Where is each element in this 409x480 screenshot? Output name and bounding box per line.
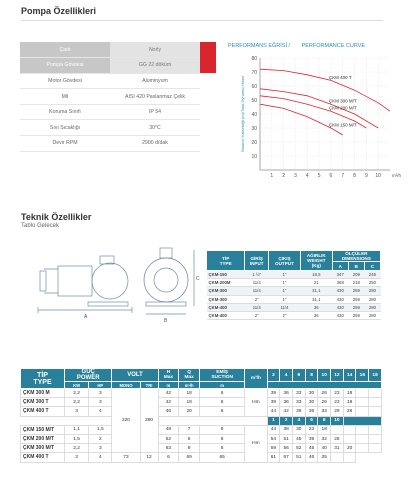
perf-suction: 6 (200, 425, 245, 434)
perf-head-value: 18 (343, 398, 356, 407)
perf-head-value: 45 (305, 444, 318, 453)
perf-col-q: Q Max (179, 369, 200, 382)
spec-value: Norly (110, 42, 200, 58)
dim-cell: 430 (332, 295, 348, 303)
perf-head-value: 20 (343, 444, 356, 453)
flow-band-cell: 2 (280, 416, 293, 425)
series-label: ÇKM 400 T (328, 74, 352, 80)
perf-head-value (356, 444, 369, 453)
perf-head-value: 57 (280, 453, 293, 462)
spec-row (20, 73, 200, 89)
perf-head-value (356, 389, 369, 398)
dim-cell: 2" (269, 311, 301, 319)
perf-unit: Hm (245, 425, 267, 462)
dim-cell: ÇKM-150 (207, 271, 245, 279)
section-subtitle: Tablo Gelecek (21, 223, 60, 229)
perf-head-value: 23 (331, 398, 344, 407)
section-title-pump-features: Pompa Özellikleri (21, 6, 97, 16)
perf-q: 20 (179, 407, 200, 416)
perf-row (21, 453, 382, 462)
dim-row (207, 303, 381, 311)
perf-model: ÇKM 300 T (21, 398, 65, 407)
perf-col-tri: TRI (140, 382, 158, 389)
flow-band-cell: 8 (318, 416, 331, 425)
dim-cell: 21 (300, 279, 332, 287)
perf-row (21, 444, 382, 453)
dim-cell: 430 (332, 311, 348, 319)
perf-flow-header: 6 (292, 369, 305, 382)
y-tick-label: 80 (251, 55, 257, 62)
perf-head-value: 23 (305, 425, 318, 434)
dim-cell: 1" (269, 287, 301, 295)
spec-value: Aluminyum (110, 73, 200, 89)
perf-head-value: 51 (292, 453, 305, 462)
y-tick-label: 50 (251, 97, 257, 104)
dimension-table (206, 250, 381, 320)
flow-band-fill (343, 416, 381, 425)
dim-cell: 259 (348, 287, 364, 295)
dim-cell: 1 ½" (245, 271, 269, 279)
perf-head-value: 42 (280, 407, 293, 416)
perf-head-value (369, 389, 382, 398)
pump-drawing (30, 244, 200, 326)
perf-head-value: 44 (267, 407, 280, 416)
perf-head-value: 69 (179, 453, 200, 462)
spec-key: Devir RPM (20, 136, 110, 152)
perf-head-value: 52 (292, 444, 305, 453)
dim-cell: 209 (348, 271, 364, 279)
perf-head-value: 30 (305, 398, 318, 407)
perf-kw: 1,5 (65, 434, 89, 443)
dim-cell: 347 (332, 271, 348, 279)
perf-h: 52 (158, 434, 179, 443)
y-tick-label: 20 (251, 139, 257, 146)
perf-col-suction: EMİŞ SUCTION (200, 369, 245, 382)
dim-row (207, 311, 381, 319)
y-tick-label: 40 (251, 111, 257, 118)
perf-flow-header: 2 (267, 369, 280, 382)
perf-h: 73 (112, 453, 140, 462)
flow-band-cell: 4 (292, 416, 305, 425)
perf-row (21, 434, 382, 443)
dim-cell: 430 (332, 303, 348, 311)
flow-band-cell: 1 (267, 416, 280, 425)
perf-head-value (369, 407, 382, 416)
perf-q: 7 (179, 425, 200, 434)
spec-value: AISI 420 Paslanmaz Çelik (110, 89, 200, 105)
perf-head-value: 46 (305, 453, 318, 462)
perf-q: 18 (179, 389, 200, 398)
performance-chart (222, 52, 402, 182)
dim-cell: 259 (348, 311, 364, 319)
dim-cell: 36 (300, 311, 332, 319)
perf-head-value: 28 (331, 434, 344, 443)
dim-cell: 31,1 (300, 287, 332, 295)
perf-head-value: 26 (318, 389, 331, 398)
perf-col-m3h: m³/h (179, 382, 200, 389)
flow-band-lead (21, 416, 268, 425)
dim-cell: 11/4 (245, 279, 269, 287)
perf-head-value: 56 (280, 444, 293, 453)
perf-head-value: 33 (292, 389, 305, 398)
perf-flow-header: 14 (343, 369, 356, 382)
perf-head-value: 33 (292, 398, 305, 407)
perf-head-value: 26 (343, 407, 356, 416)
title-divider (21, 20, 383, 21)
perf-head-value (356, 407, 369, 416)
dim-cell: ÇKM-300 (207, 287, 245, 295)
perf-flow-header: 12 (331, 369, 344, 382)
svg-text:C: C (196, 276, 200, 282)
spec-key: Pompa Gövdesi (20, 58, 110, 74)
perf-head-value (343, 425, 356, 434)
dim-cell: 259 (348, 295, 364, 303)
series-label: ÇKM 300 M/T (328, 98, 357, 104)
perf-q: 6 (179, 434, 200, 443)
perf-suction: 6 (200, 407, 245, 416)
perf-col-m2: m (200, 382, 245, 389)
perf-head-value: 65 (200, 453, 245, 462)
perf-suction: 6 (158, 453, 179, 462)
perf-h: 42 (158, 389, 179, 398)
y-tick-label: 30 (251, 125, 257, 132)
perf-suction: 6 (200, 434, 245, 443)
chart-title-en: PERFORMANCE CURVE (301, 43, 366, 49)
perf-hp: 1,5 (89, 425, 112, 434)
dim-cell: 31,1 (300, 295, 332, 303)
perf-head-value (331, 425, 344, 434)
perf-model: ÇKM 400 T (21, 453, 65, 462)
perf-kw: 2,2 (65, 389, 89, 398)
perf-hp: 2 (89, 434, 112, 443)
perf-kw: 3 (65, 453, 89, 462)
perf-head-value: 59 (267, 444, 280, 453)
chart-title (228, 43, 365, 49)
perf-head-value: 26 (318, 398, 331, 407)
perf-model: ÇKM 400 T (21, 407, 65, 416)
section-title-technical: Teknik Özellikler (21, 212, 92, 222)
perf-suction: 6 (200, 398, 245, 407)
perf-head-value: 39 (305, 434, 318, 443)
perf-head-value: 61 (267, 453, 280, 462)
perf-col-kw: KW (65, 382, 89, 389)
perf-q: 12 (140, 453, 158, 462)
flow-band-cell: 6 (305, 416, 318, 425)
perf-hp: 4 (89, 453, 112, 462)
dim-row (207, 287, 381, 295)
col-c: C (364, 262, 380, 271)
perf-head-value: 36 (280, 398, 293, 407)
spec-row (20, 104, 200, 120)
perf-head-value (369, 434, 382, 443)
perf-h: 42 (158, 398, 179, 407)
perf-col-power: GÜÇ POWER (65, 369, 112, 382)
perf-col-mono: MONO (112, 382, 140, 389)
perf-model: ÇKM 300 M/T (21, 444, 65, 453)
perf-hp: 3 (89, 398, 112, 407)
col-a: A (332, 262, 348, 271)
flow-band-cell: 10 (331, 416, 344, 425)
dim-cell: ÇKM-400 (207, 303, 245, 311)
performance-table (20, 368, 382, 463)
perf-suction: 6 (200, 389, 245, 398)
perf-head-value: 31 (331, 444, 344, 453)
dim-row (207, 271, 381, 279)
y-tick-label: 70 (251, 69, 257, 76)
perf-head-value: 29 (331, 407, 344, 416)
perf-head-value (356, 434, 369, 443)
perf-volt-mono: 220 (112, 389, 140, 453)
perf-h: 46 (158, 407, 179, 416)
spec-value: 30°C (110, 120, 200, 136)
dim-row (207, 279, 381, 287)
spec-value: 2900 d/dak (110, 136, 200, 152)
spec-key: Motor Gövdesi (20, 73, 110, 89)
perf-model: ÇKM 150 M/T (21, 425, 65, 434)
dim-cell: 11/4 (245, 303, 269, 311)
perf-unit: Hm (245, 389, 267, 417)
dim-cell: 259 (348, 303, 364, 311)
perf-row (21, 398, 382, 407)
x-tick-label: 4 (305, 173, 309, 179)
perf-head-value (356, 425, 369, 434)
spec-key: Mil (20, 89, 110, 105)
dim-cell: 1" (269, 295, 301, 303)
perf-head-value: 39 (267, 398, 280, 407)
perf-col-h: H Max (158, 369, 179, 382)
perf-head-value: 32 (318, 434, 331, 443)
perf-head-value (343, 434, 356, 443)
col-output: ÇIKIŞ OUTPUT (269, 251, 301, 271)
dim-cell: 2" (245, 311, 269, 319)
perf-head-value: 51 (280, 434, 293, 443)
perf-head-value: 40 (318, 444, 331, 453)
spec-value: IP 54 (110, 104, 200, 120)
dim-cell: ÇKM-200M (207, 279, 245, 287)
dim-cell: 18,5 (300, 271, 332, 279)
x-tick-label: 9 (364, 173, 368, 179)
y-axis-label: Basma Yüksekliği (m)/Total Dynamic Head (240, 76, 245, 152)
spec-row (20, 89, 200, 105)
perf-kw: 1,1 (65, 425, 89, 434)
dim-cell: 11/4 (245, 287, 269, 295)
perf-head-value (331, 453, 344, 462)
series-label: ÇKM 200 M/T (328, 105, 357, 111)
spec-table (20, 42, 200, 152)
spec-row (20, 120, 200, 136)
perf-h: 48 (158, 425, 179, 434)
perf-flow-header: 18 (369, 369, 382, 382)
perf-hp: 4 (89, 407, 112, 416)
dim-cell: 36 (300, 303, 332, 311)
dim-cell: 2" (245, 295, 269, 303)
dim-cell: 11/4 (269, 303, 301, 311)
spec-value: GG 22 döküm (110, 58, 200, 74)
perf-head-value: 30 (305, 389, 318, 398)
dim-cell: 280 (364, 303, 380, 311)
dim-cell: 430 (332, 287, 348, 295)
spec-key: Sıvı Sıcaklığı (20, 120, 110, 136)
svg-text:A: A (84, 314, 88, 320)
perf-head-value (343, 453, 356, 462)
spec-key: Koruma Sınıfı (20, 104, 110, 120)
x-tick-label: 5 (317, 173, 321, 179)
col-input: GİRİŞ INPUT (245, 251, 269, 271)
y-tick-label: 60 (251, 83, 257, 90)
x-tick-label: 10 (375, 173, 381, 179)
perf-head-value: 23 (331, 389, 344, 398)
col-b: B (348, 262, 364, 271)
dim-cell: 280 (364, 295, 380, 303)
dim-cell: 368 (332, 279, 348, 287)
perf-q: 18 (179, 398, 200, 407)
perf-kw: 2,2 (65, 398, 89, 407)
dim-row (207, 295, 381, 303)
spec-row (20, 42, 200, 58)
dim-cell: 218 (348, 279, 364, 287)
perf-head-value (369, 425, 382, 434)
series-label: ÇKM 150 M/T (328, 122, 357, 128)
perf-suction: 6 (200, 444, 245, 453)
perf-head-value: 39 (292, 407, 305, 416)
perf-head-value: 39 (267, 389, 280, 398)
col-type: TİP TYPE (207, 251, 245, 271)
perf-col-m: m (158, 382, 179, 389)
perf-head-value: 18 (343, 389, 356, 398)
perf-col-hp: HP (89, 382, 112, 389)
perf-kw: 3 (65, 407, 89, 416)
perf-head-value: 33 (318, 407, 331, 416)
perf-head-value (369, 398, 382, 407)
perf-head-value (369, 444, 382, 453)
x-tick-label: 7 (341, 173, 345, 179)
perf-col-type: TİP TYPE (21, 369, 65, 389)
perf-head-value: 54 (267, 434, 280, 443)
dim-cell: ÇKM-300 (207, 295, 245, 303)
x-tick-label: 1 (270, 173, 274, 179)
perf-head-value: 36 (280, 389, 293, 398)
perf-model: ÇKM 300 M (21, 389, 65, 398)
perf-head-value: 30 (292, 425, 305, 434)
perf-head-value: 44 (267, 425, 280, 434)
svg-text:B: B (164, 318, 168, 324)
x-axis-label: m³/h (392, 173, 401, 178)
perf-model: ÇKM 200 M/T (21, 434, 65, 443)
perf-q: 9 (179, 444, 200, 453)
x-tick-label: 2 (282, 173, 286, 179)
perf-flow-header: 4 (280, 369, 293, 382)
perf-row (21, 389, 382, 398)
perf-h: 63 (158, 444, 179, 453)
perf-row (21, 407, 382, 416)
perf-flow-header: 10 (318, 369, 331, 382)
x-tick-label: 3 (294, 173, 297, 179)
perf-row (21, 425, 382, 434)
perf-col-unit: m³/h (245, 369, 267, 389)
series-line (260, 69, 390, 111)
dim-cell: 250 (364, 279, 380, 287)
perf-volt-tri: 380 (140, 389, 158, 453)
dim-cell: 1" (269, 271, 301, 279)
perf-head-value: 45 (292, 434, 305, 443)
x-tick-label: 6 (329, 173, 333, 179)
y-tick-label: 10 (251, 153, 257, 160)
spec-row (20, 58, 200, 74)
perf-flow-header: 16 (356, 369, 369, 382)
perf-head-value: 38 (280, 425, 293, 434)
col-dimensions: ÖLÇÜLER DIMENSIONS (332, 251, 380, 262)
spec-row (20, 136, 200, 152)
perf-head-value: 36 (305, 407, 318, 416)
dim-cell: ÇKM-400 (207, 311, 245, 319)
perf-head-value: 18 (318, 425, 331, 434)
chart-title-tr: PERFORMANS EĞRİSİ / (228, 43, 291, 49)
col-weight: AĞIRLIK WEIGHT (Kg) (300, 251, 332, 271)
perf-sub-blank (267, 382, 381, 389)
dim-cell: 280 (364, 311, 380, 319)
perf-hp: 3 (89, 444, 112, 453)
flow-band-row (21, 416, 382, 425)
dim-cell: 1" (269, 279, 301, 287)
perf-hp: 3 (89, 389, 112, 398)
x-tick-label: 8 (353, 173, 356, 179)
perf-flow-header: 8 (305, 369, 318, 382)
spec-key: Çark (20, 42, 110, 58)
accent-strip (200, 42, 216, 73)
perf-col-volt: VOLT (112, 369, 158, 382)
dim-cell: 280 (364, 287, 380, 295)
dim-cell: 245 (364, 271, 380, 279)
perf-head-value (356, 398, 369, 407)
perf-kw: 2,2 (65, 444, 89, 453)
perf-head-value: 35 (318, 453, 331, 462)
